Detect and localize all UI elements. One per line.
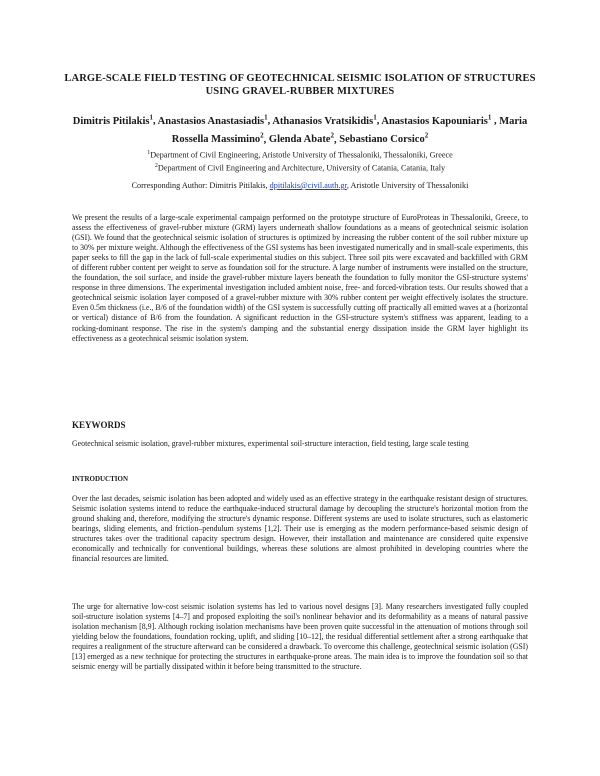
intro-paragraph-2: The urge for alternative low-cost seismic isolation systems has led to various novel designs [3]. Many researchers investigated fully coupled soil-structure isolation systems [4–7] and proposed exploiting the soil's nonlinear behavior and its deformability as a means of natural passive isolation mechanism [8,9]. Although rocking isolation mechanisms have been proven quite successful in the attenuation of motions through soil yielding below the foundations, foundation rocking, uplift, and sliding [10–12], the residual differential settlement after a strong earthquake that requires a realignment of the structure afterward can be considered a drawback. To overcome this challenge, geotechnical seismic isolation (GSI) [13] emerged as a new technique for protecting the structures in earthquake-prone areas. The main idea is to improve the foundation soil so that seismic energy will be partially dissipated within it before being transmitted to the structure. [72, 602, 528, 672]
author: Glenda Abate$^2$ [268, 131, 334, 145]
intro-paragraph-1: Over the last decades, seismic isolation has been adopted and widely used as an effective strategy in the earthquake resistant design of structures. Seismic isolation systems intend to reduce the earthquake-induced structural damage by decoupling the structure's horizontal motion from the ground shaking and, therefore, modifying the structure's dynamic response. Different systems are used to isolate structures, such as elastomeric bearings, sliding elements, and friction–pendulum systems [1,2]. Their use is emerging as the modern performance-based seismic design of structures takes over the traditional capacity spectrum design. However, their installation and maintenance are considered quite expensive economically and technically for conventional buildings, whereas these solutions are almost prohibited in developing countries where the financial resources are limited. [72, 494, 528, 564]
author-list: Dimitris Pitilakis$^1$, Anastasios Anastasiadis$^1$, Athanasios Vratsikidis$^1$, Anastasios Kapouniaris$^1$ , Maria Rossella Massimino$^2$, Glenda Abate$^2$, Sebastiano Corsico$^2$ [72, 113, 528, 145]
author: Anastasios Anastasiadis$^1$ [157, 113, 268, 127]
keywords-heading: KEYWORDS [72, 420, 126, 430]
email-link[interactable]: dpitilakis@civil.auth.gr [269, 181, 347, 190]
author: Dimitris Pitilakis$^1$ [72, 113, 153, 127]
introduction-heading: INTRODUCTION [72, 475, 129, 483]
affiliation: $^2$Department of Civil Engineering and Architecture, University of Catania, Catania, Italy [154, 163, 446, 173]
abstract: We present the results of a large-scale experimental campaign performed on the prototype structure of EuroProteas in Thessaloniki, Greece, to assess the effectiveness of gravel-rubber mixture (GRM) layers underneath shallow foundations as a means of geotechnical seismic isolation (GSI). We found that the geotechnical seismic isolation of structures is optimized by increasing the rubber content of the soil rubber mixture up to 30% per mixture weight. Although the effectiveness of the GSI systems has been investigated numerically and in small-scale experiments, this paper seeks to fill the gap in the lack of full-scale experimental studies on this subject. Three soil pits were excavated and backfilled with GRM of different rubber content per weight to serve as foundation soil for the structure. A large number of instruments were installed on the structure, the foundation, the soil surface, and inside the gravel-rubber mixture layers beneath the foundation to fully monitor the GSI-structure systems' response in three dimensions. The experimental investigation included ambient noise, free- and forced-vibration tests. Our results showed that a geotechnical seismic isolation layer composed of a gravel-rubber mixture with 30% rubber content per weight effectively isolates the structure. Even 0.5m thickness (i.e., B/6 of the foundation width) of the GSI system is successfully cutting off practically all emitted waves at a (horizontal or vertical) distance of B/6 from the foundation. A significant reduction in the GSI-structure system's stiffness was apparent, leading to a rocking-dominant response. The rise in the system's damping and the substantial energy dissipation inside the GRM layer highlight its effectiveness as a geotechnical seismic isolation system. [72, 213, 528, 343]
affiliations [60, 148, 540, 174]
affiliation: $^1$Department of Civil Engineering, Aristotle University of Thessaloniki, Thessaloniki, Greece [147, 150, 453, 160]
corresponding-author: Corresponding Author: Dimitris Pitilakis, dpitilakis@civil.auth.gr, Aristotle University of Thessaloniki [131, 181, 469, 190]
keywords: Geotechnical seismic isolation, gravel-rubber mixtures, experimental soil-structure interaction, field testing, large scale testing [72, 439, 469, 448]
author: Athanasios Vratsikidis$^1$ [272, 113, 377, 127]
author: Maria Rossella Massimino$^2$ [171, 115, 528, 145]
author: Anastasios Kapouniaris$^1$ [381, 113, 492, 127]
paper-title: LARGE-SCALE FIELD TESTING OF GEOTECHNICAL SEISMIC ISOLATION OF STRUCTURES USING GRAVEL-RUBBER MIXTURES [64, 73, 536, 97]
author: Sebastiano Corsico$^2$ [339, 131, 429, 145]
